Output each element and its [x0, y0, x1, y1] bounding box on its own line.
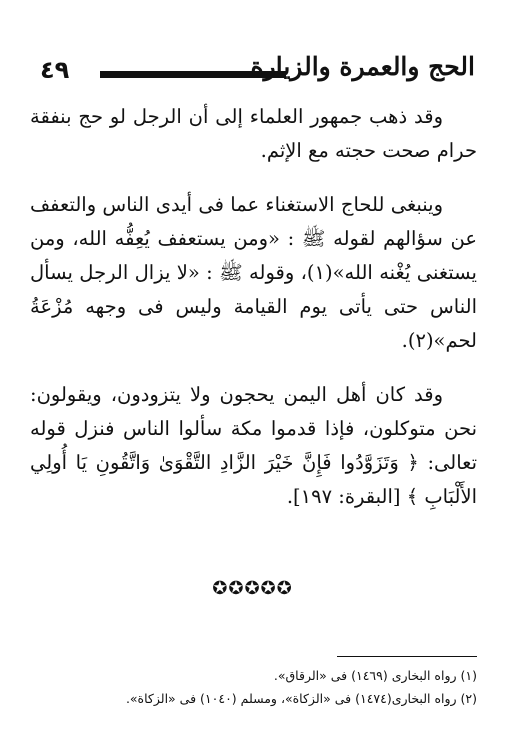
section-separator: ✪✪✪✪✪ [212, 578, 293, 599]
footnote-2: (٢) رواه البخارى(١٤٧٤) فى «الزكاة»، ومسلم (١٠٤٠) فى «الزكاة». [125, 691, 477, 706]
running-title: الحج والعمرة والزيارة [250, 52, 475, 81]
page-header [22, 52, 475, 92]
paragraph-1: وقد ذهب جمهور العلماء إلى أن الرجل لو حج بنفقة حرام صحت حجته مع الإثم. [30, 105, 477, 162]
footnote-rule [337, 656, 477, 657]
body-text [30, 100, 477, 530]
page-number: ٤٩ [40, 56, 70, 84]
paragraph-2: وينبغى للحاج الاستغناء عما فى أيدى الناس والتعفف عن سؤالهم لقوله ﷺ : «ومن يستعفف يُعِفُّه الله، ومن يستغنى يُغْنه الله»(١)، وقوله ﷺ : «لا يزال الرجل يسأل الناس حتى يأتى يوم القيامة وليس فى وجهه مُزْعَةُ لحم»(٢). [30, 193, 477, 352]
paragraph-3: وقد كان أهل اليمن يحجون ولا يتزودون، ويقولون: نحن متوكلون، فإذا قدموا مكة سألوا الناس فنزل قوله تعالى: ﴿ وَتَزَوَّدُوا فَإِنَّ خَيْرَ الزَّادِ التَّقْوَىٰ وَاتَّقُونِ يَا أُولِي الأَلْبَابِ ﴾ [البقرة: ١٩٧]. [30, 383, 477, 508]
footnote-1: (١) رواه البخارى (١٤٦٩) فى «الرقاق». [273, 668, 477, 683]
footnotes [40, 664, 477, 710]
